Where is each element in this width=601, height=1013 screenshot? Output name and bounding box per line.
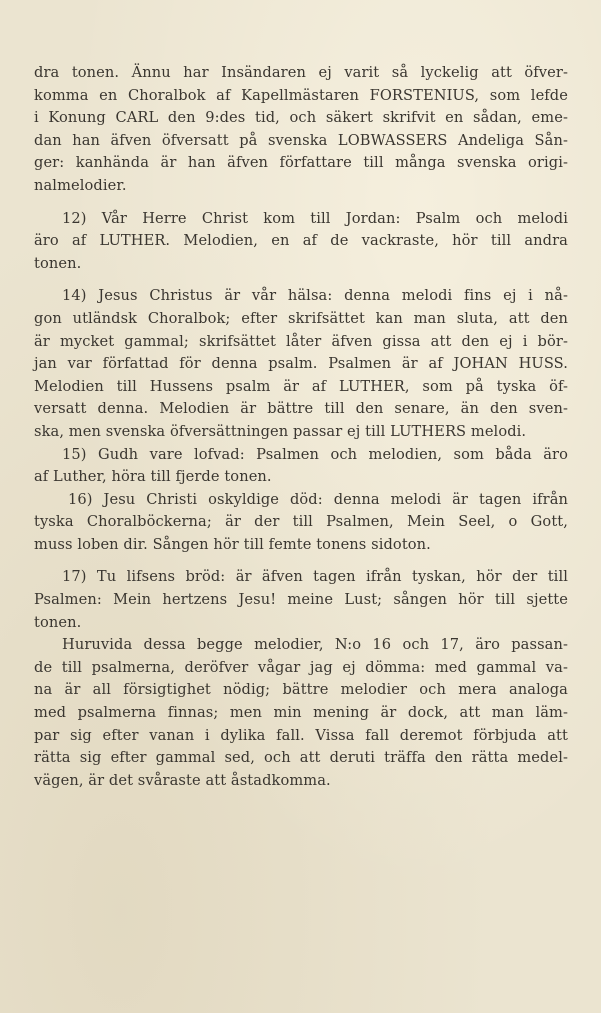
- text-line: äro af LUTHER. Melodien, en af de vackraste, hör till andra: [34, 232, 568, 250]
- text-line: ger: kanhända är han äfven författare till många svenska origi-: [34, 154, 568, 172]
- text-line: med psalmerna finnas; men min mening är dock, att man läm-: [34, 704, 568, 722]
- text-line: de till psalmerna, deröfver vågar jag ej dömma: med gammal va-: [34, 658, 568, 676]
- text-line: vägen, är det svåraste att åstadkomma.: [34, 771, 331, 789]
- text-line: Huruvida dessa begge melodier, N:o 16 och 17, äro passan-: [62, 636, 568, 654]
- paragraph-gap: [34, 275, 568, 285]
- text-line: af Luther, höra till fjerde tonen.: [34, 468, 272, 486]
- text-line: tyska Choralböckerna; är der till Psalmen, Mein Seel, o Gott,: [34, 513, 568, 531]
- paragraph-gap: [34, 198, 568, 208]
- text-line: na är all försigtighet nödig; bättre melodier och mera analoga: [34, 681, 568, 699]
- text-line: tonen.: [34, 254, 82, 272]
- text-line: komma en Choralbok af Kapellmästaren FORSTENIUS, som lefde: [34, 86, 568, 104]
- text-line: nalmelodier.: [34, 176, 127, 194]
- text-line: Psalmen: Mein hertzens Jesu! meine Lust; sången hör till sjette: [34, 591, 568, 609]
- text-line: är mycket gammal; skrifsättet låter äfven gissa att den ej i bör-: [34, 332, 568, 350]
- text-line: ska, men svenska öfversättningen passar ej till LUTHERS melodi.: [34, 422, 527, 440]
- text-line: dra tonen. Ännu har Insändaren ej varit så lyckelig att öfver-: [34, 64, 568, 81]
- text-line: 14) Jesus Christus är vår hälsa: denna melodi fins ej i nå-: [62, 287, 568, 305]
- text-line: 12) Vår Herre Christ kom till Jordan: Psalm och melodi: [62, 209, 568, 227]
- text-line: par sig efter vanan i dylika fall. Vissa fall deremot förbjuda att: [34, 726, 568, 744]
- text-line: Melodien till Hussens psalm är af LUTHER, som på tyska öf-: [34, 377, 568, 395]
- paragraph-gap: [34, 556, 568, 566]
- text-line: i Konung CARL den 9:des tid, och säkert skrifvit en sådan, eme-: [34, 109, 568, 127]
- page-text: [34, 62, 568, 792]
- text-line: versatt denna. Melodien är bättre till den senare, än den sven-: [34, 400, 568, 418]
- text-line: tonen.: [34, 613, 82, 631]
- text-line: 17) Tu lifsens bröd: är äfven tagen ifrån tyskan, hör der till: [62, 568, 568, 586]
- text-line: 16) Jesu Christi oskyldige död: denna melodi är tagen ifrån: [68, 490, 568, 508]
- text-line: 15) Gudh vare lofvad: Psalmen och melodien, som båda äro: [62, 445, 568, 463]
- text-line: dan han äfven öfversatt på svenska LOBWASSERS Andeliga Sån-: [34, 131, 568, 149]
- text-line: jan var författad för denna psalm. Psalmen är af JOHAN HUSS.: [34, 355, 568, 373]
- text-line: gon utländsk Choralbok; efter skrifsättet kan man sluta, att den: [34, 309, 568, 327]
- text-line: muss loben dir. Sången hör till femte tonens sidoton.: [34, 535, 431, 553]
- text-line: rätta sig efter gammal sed, och att deruti träffa den rätta medel-: [34, 749, 568, 767]
